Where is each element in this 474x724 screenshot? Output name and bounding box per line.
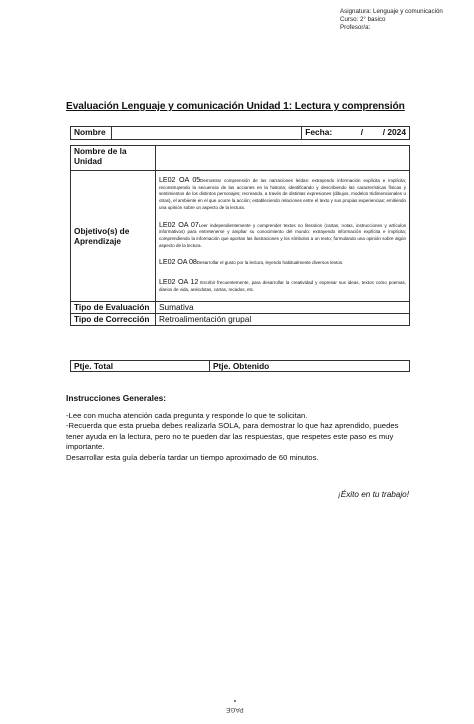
objective-item [159,219,407,250]
objective-code: LE02 OA 08 [159,257,197,267]
objective-item [159,259,406,267]
date-label: Fecha: [302,127,338,140]
objective-text: Escribir frecuentemente, para desarrollar la creatividad y expresar sus ideas, textos como poemas, diarios de vida, anécdotas, cartas, recados, etc. [159,280,406,292]
date-field[interactable] [338,127,409,140]
objective-text: Desarrollar el gusto por la lectura, leyendo habitualmente diversos textos. [196,260,344,266]
evaluation-type-label: Tipo de Evaluación [71,302,156,314]
score-table [70,360,410,372]
document-title: Evaluación Lenguaje y comunicación Unidad 1: Lectura y comprensión [66,101,405,112]
objective-item [159,177,406,212]
correction-type-value: Retroalimentación grupal [156,314,410,326]
closing-message: ¡Éxito en tu trabajo! [338,490,409,499]
date-year: 2024 [387,127,406,137]
name-field[interactable] [111,127,301,140]
unit-name-value[interactable] [156,146,410,171]
page-marker [234,700,236,702]
instruction-line: -Recuerda que esta prueba debes realizarla SOLA, para demostrar lo que haz aprendido, puedes tener ayuda en la lectura, pero no te pueden dar las respuestas, que respetes este paso es muy importante. [66,421,399,452]
instructions-title: Instrucciones Generales: [66,393,167,403]
name-label: Nombre [71,127,112,140]
objectives-list [156,171,410,302]
evaluation-info-table [70,145,410,326]
total-score-label: Ptje. Total [71,361,210,372]
subject-line: Asignatura: Lenguaje y comunicación [340,8,443,15]
objective-code: LE02 OA 12 [159,277,199,287]
instruction-line: -Lee con mucha atención cada pregunta y responde lo que te solicitan. [66,411,308,420]
objective-text: Leer independientemente y comprender textos no literarios (cartas, notas, instrucciones y artículos informativos) para entretenerse y ampliar su conocimiento del mundo: extrayendo información explícita e implícita; comprendiendo la información que aportan las ilustraciones y los símbolos a un texto; formulando una opinión sobre algún aspecto de la lectura. [159,222,407,248]
page-number-field: PAGE [226,706,244,713]
objective-text: Demostrar comprensión de las narraciones leídas: extrayendo información explícita e implícita; reconstruyendo la secuencia de las acciones en la historia; identificando y describiendo las características físicas y sentimientos de los distintos personajes; recreando, a través de distintas expresiones (dibujos, modelos tridimensionales u otras), el ambiente en el que ocurre la acción; estableciendo relaciones entre el texto y sus propias experiencias; emitiendo una opinión sobre un aspecto de la lectura. [159,178,406,210]
objective-code: LE02 OA 07 [159,219,199,229]
correction-type-label: Tipo de Corrección [71,314,156,326]
objective-code: LE02 OA 05 [159,175,201,184]
teacher-line: Profesor/a: [340,24,371,31]
instruction-line: Desarrollar esta guía debería tardar un tiempo aproximado de 60 minutos. [66,452,319,462]
date-sep-1: / [360,127,364,137]
unit-name-label: Nombre de la Unidad [71,146,156,171]
obtained-score-label: Ptje. Obtenido [210,361,410,372]
student-name-table [70,126,410,140]
course-info [340,8,470,32]
course-line: Curso: 2° basico [340,16,386,23]
date-sep-2: / [382,127,386,137]
objectives-label: Objetivo(s) de Aprendizaje [71,171,156,302]
objective-item [159,279,406,293]
evaluation-type-value: Sumativa [156,302,410,314]
instructions-body [66,411,416,463]
